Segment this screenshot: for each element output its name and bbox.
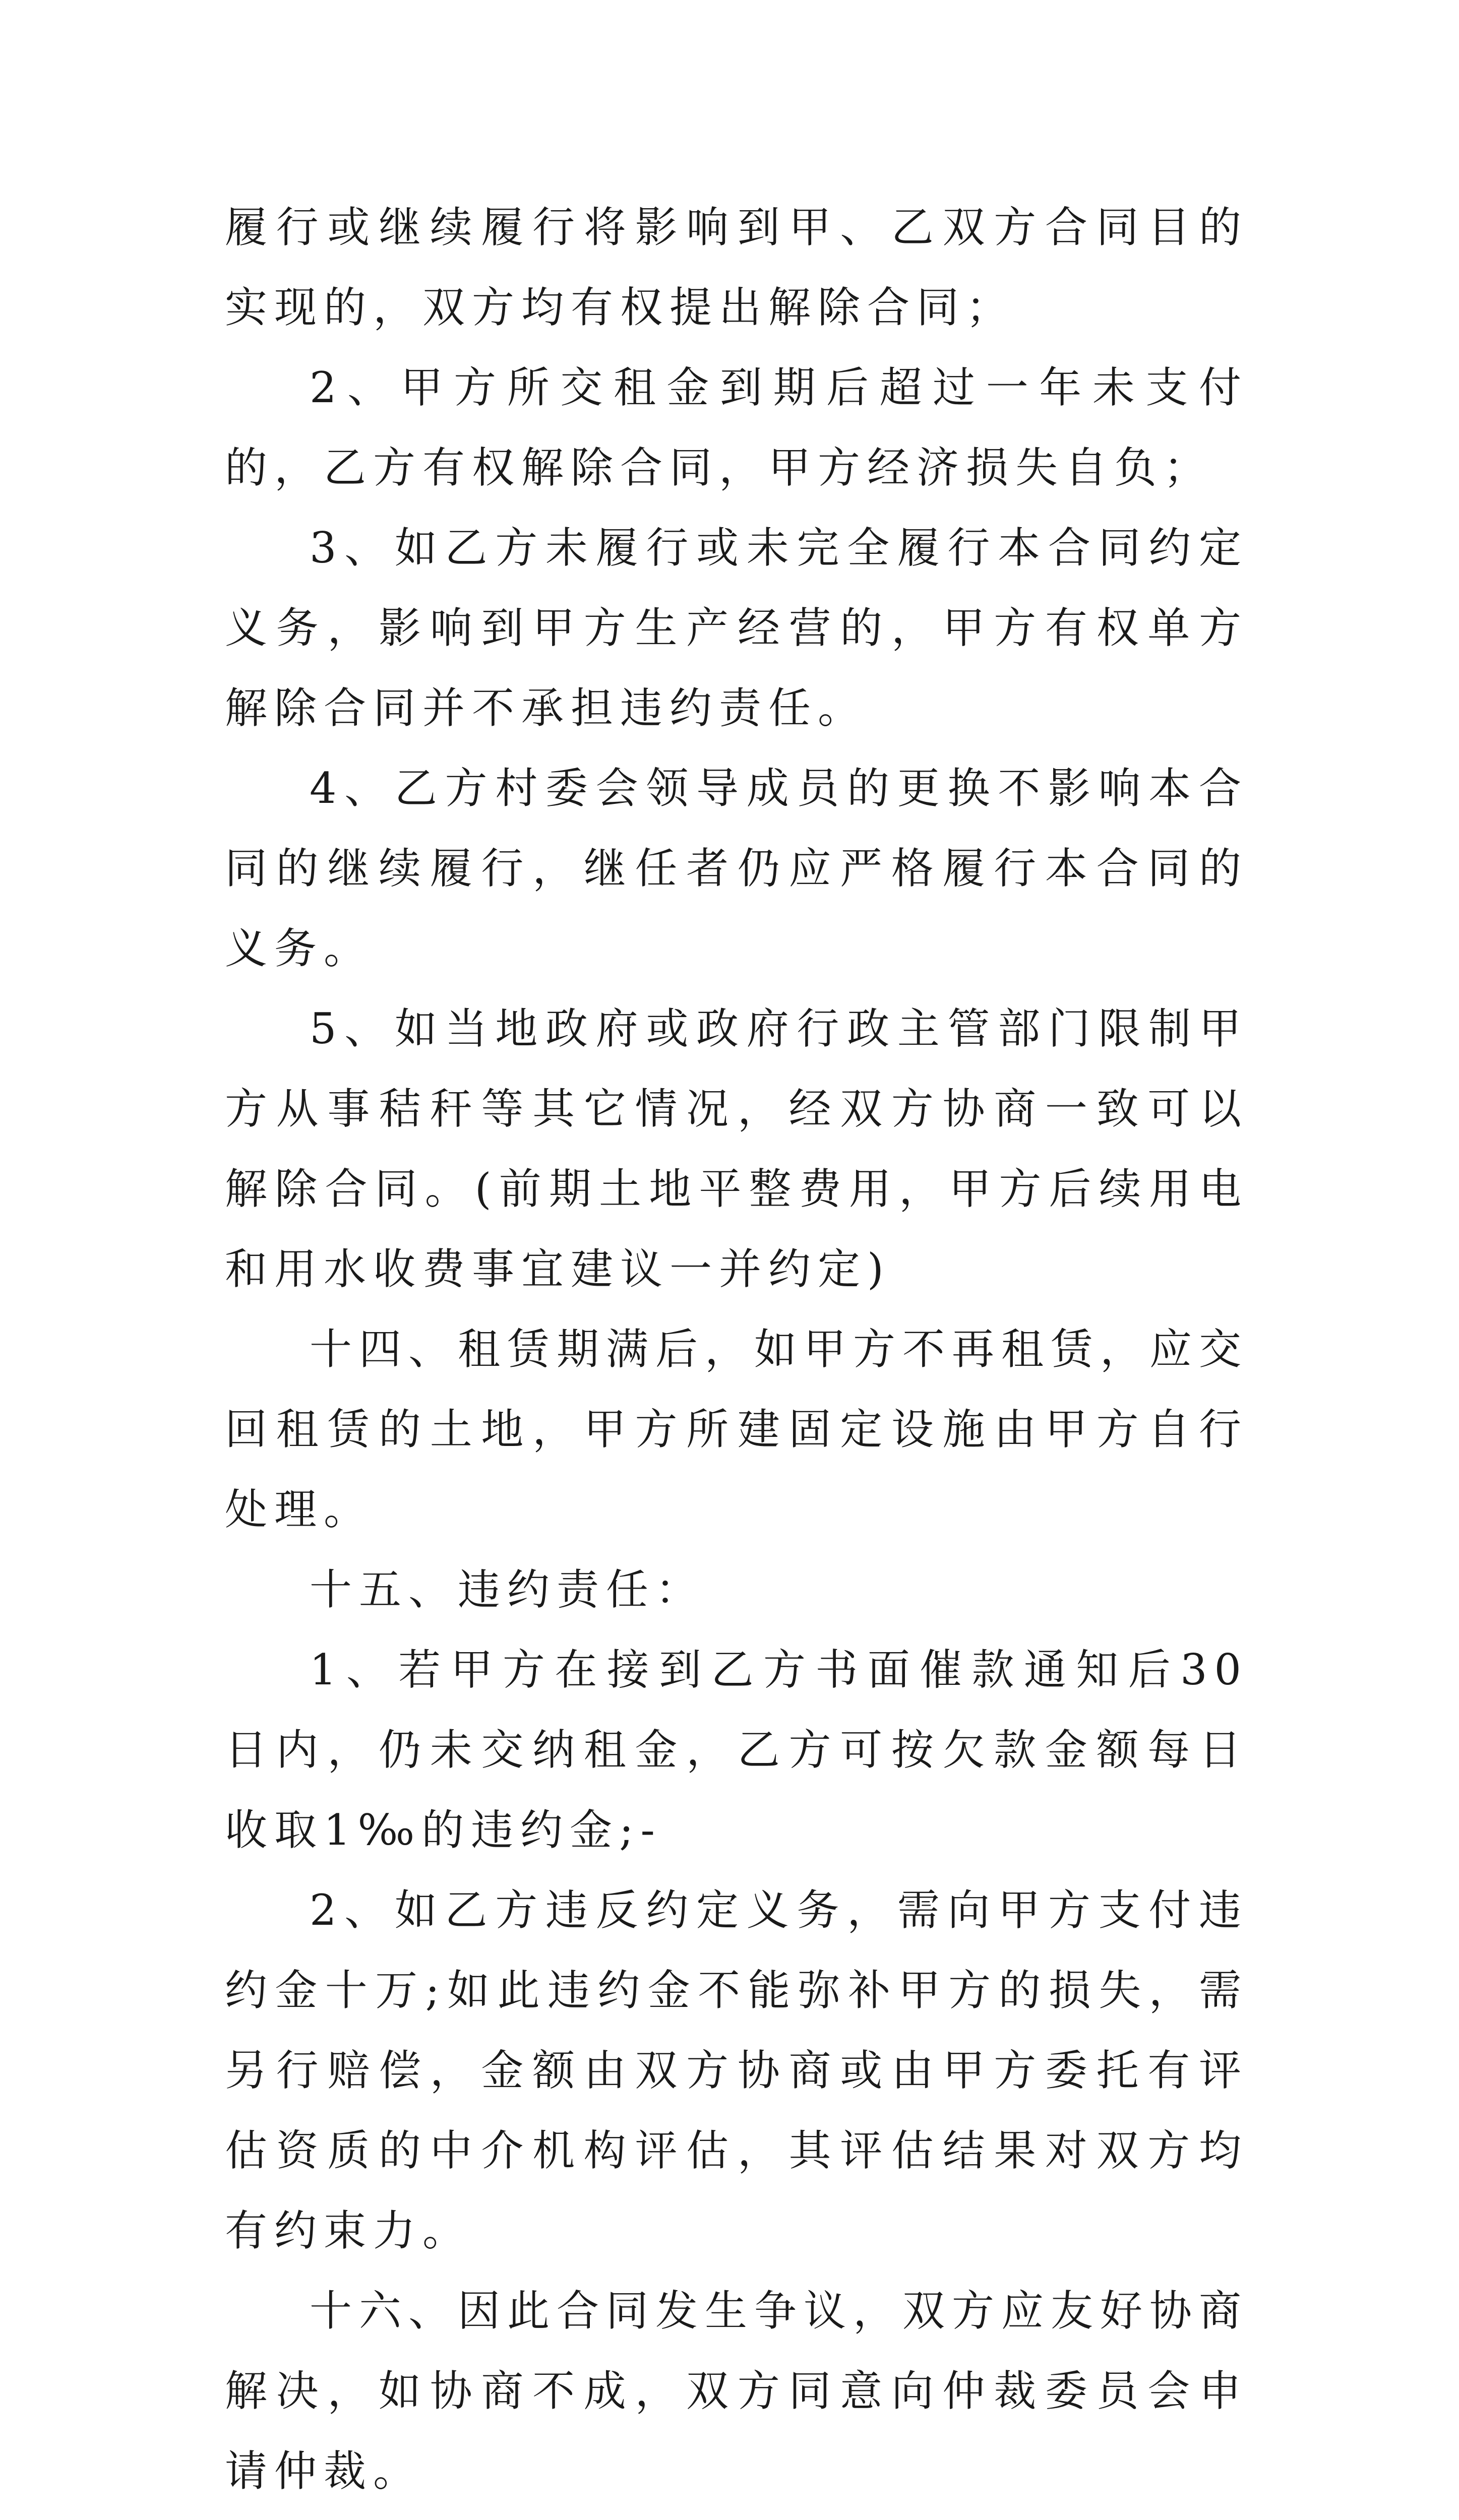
paragraph-clause-2: 2、甲方所交租金到期后超过一年未支付的，乙方有权解除合同，甲方经济损失自负； (225, 363, 1248, 492)
paragraph-article-16: 十六、因此合同发生争议，双方应友好协商解决，如协商不成，双方同意向仲裁委员会申请仲裁。 (225, 2286, 1249, 2496)
paragraph-continuation: 履行或继续履行将影响到甲、乙双方合同目的实现的，双方均有权提出解除合同； (225, 203, 1248, 332)
paragraph-penalty-2: 2、如乙方违反约定义务，需向甲方支付违约金十万;如此违约金不能弥补甲方的损失，需另行赔偿，金额由双方协商或由甲方委托有评估资质的中介机构评估，其评估结果对双方均有约束力。 (225, 1885, 1248, 2255)
paragraph-article-14: 十四、租赁期满后，如甲方不再租赁，应交回租赁的土地，甲方所建固定设施由甲方自行处理。 (225, 1325, 1249, 1534)
paragraph-clause-3: 3、如乙方未履行或未完全履行本合同约定义务，影响到甲方生产经营的，甲方有权单方解除合同并不承担违约责任。 (225, 523, 1248, 733)
paragraph-penalty-1: 1、若甲方在接到乙方书面催款通知后30日内，仍未交纳租金，乙方可按欠款金额每日收取1‰的违约金;- (225, 1645, 1248, 1855)
paragraph-clause-5: 5、如当地政府或政府行政主管部门限制甲方从事秸秆等其它情况，经双方协商一致可以解除合同。(前期土地平整费用，甲方后续用电和用水收费事宜建议一并约定) (225, 1004, 1248, 1294)
document-body (225, 187, 1248, 2520)
paragraph-article-17 (225, 2511, 1248, 2520)
paragraph-article-15-heading: 十五、违约责任： (310, 1565, 705, 1614)
paragraph-clause-4: 4、乙方村委会领导成员的更换不影响本合同的继续履行，继任者仍应严格履行本合同的义务。 (225, 764, 1248, 973)
